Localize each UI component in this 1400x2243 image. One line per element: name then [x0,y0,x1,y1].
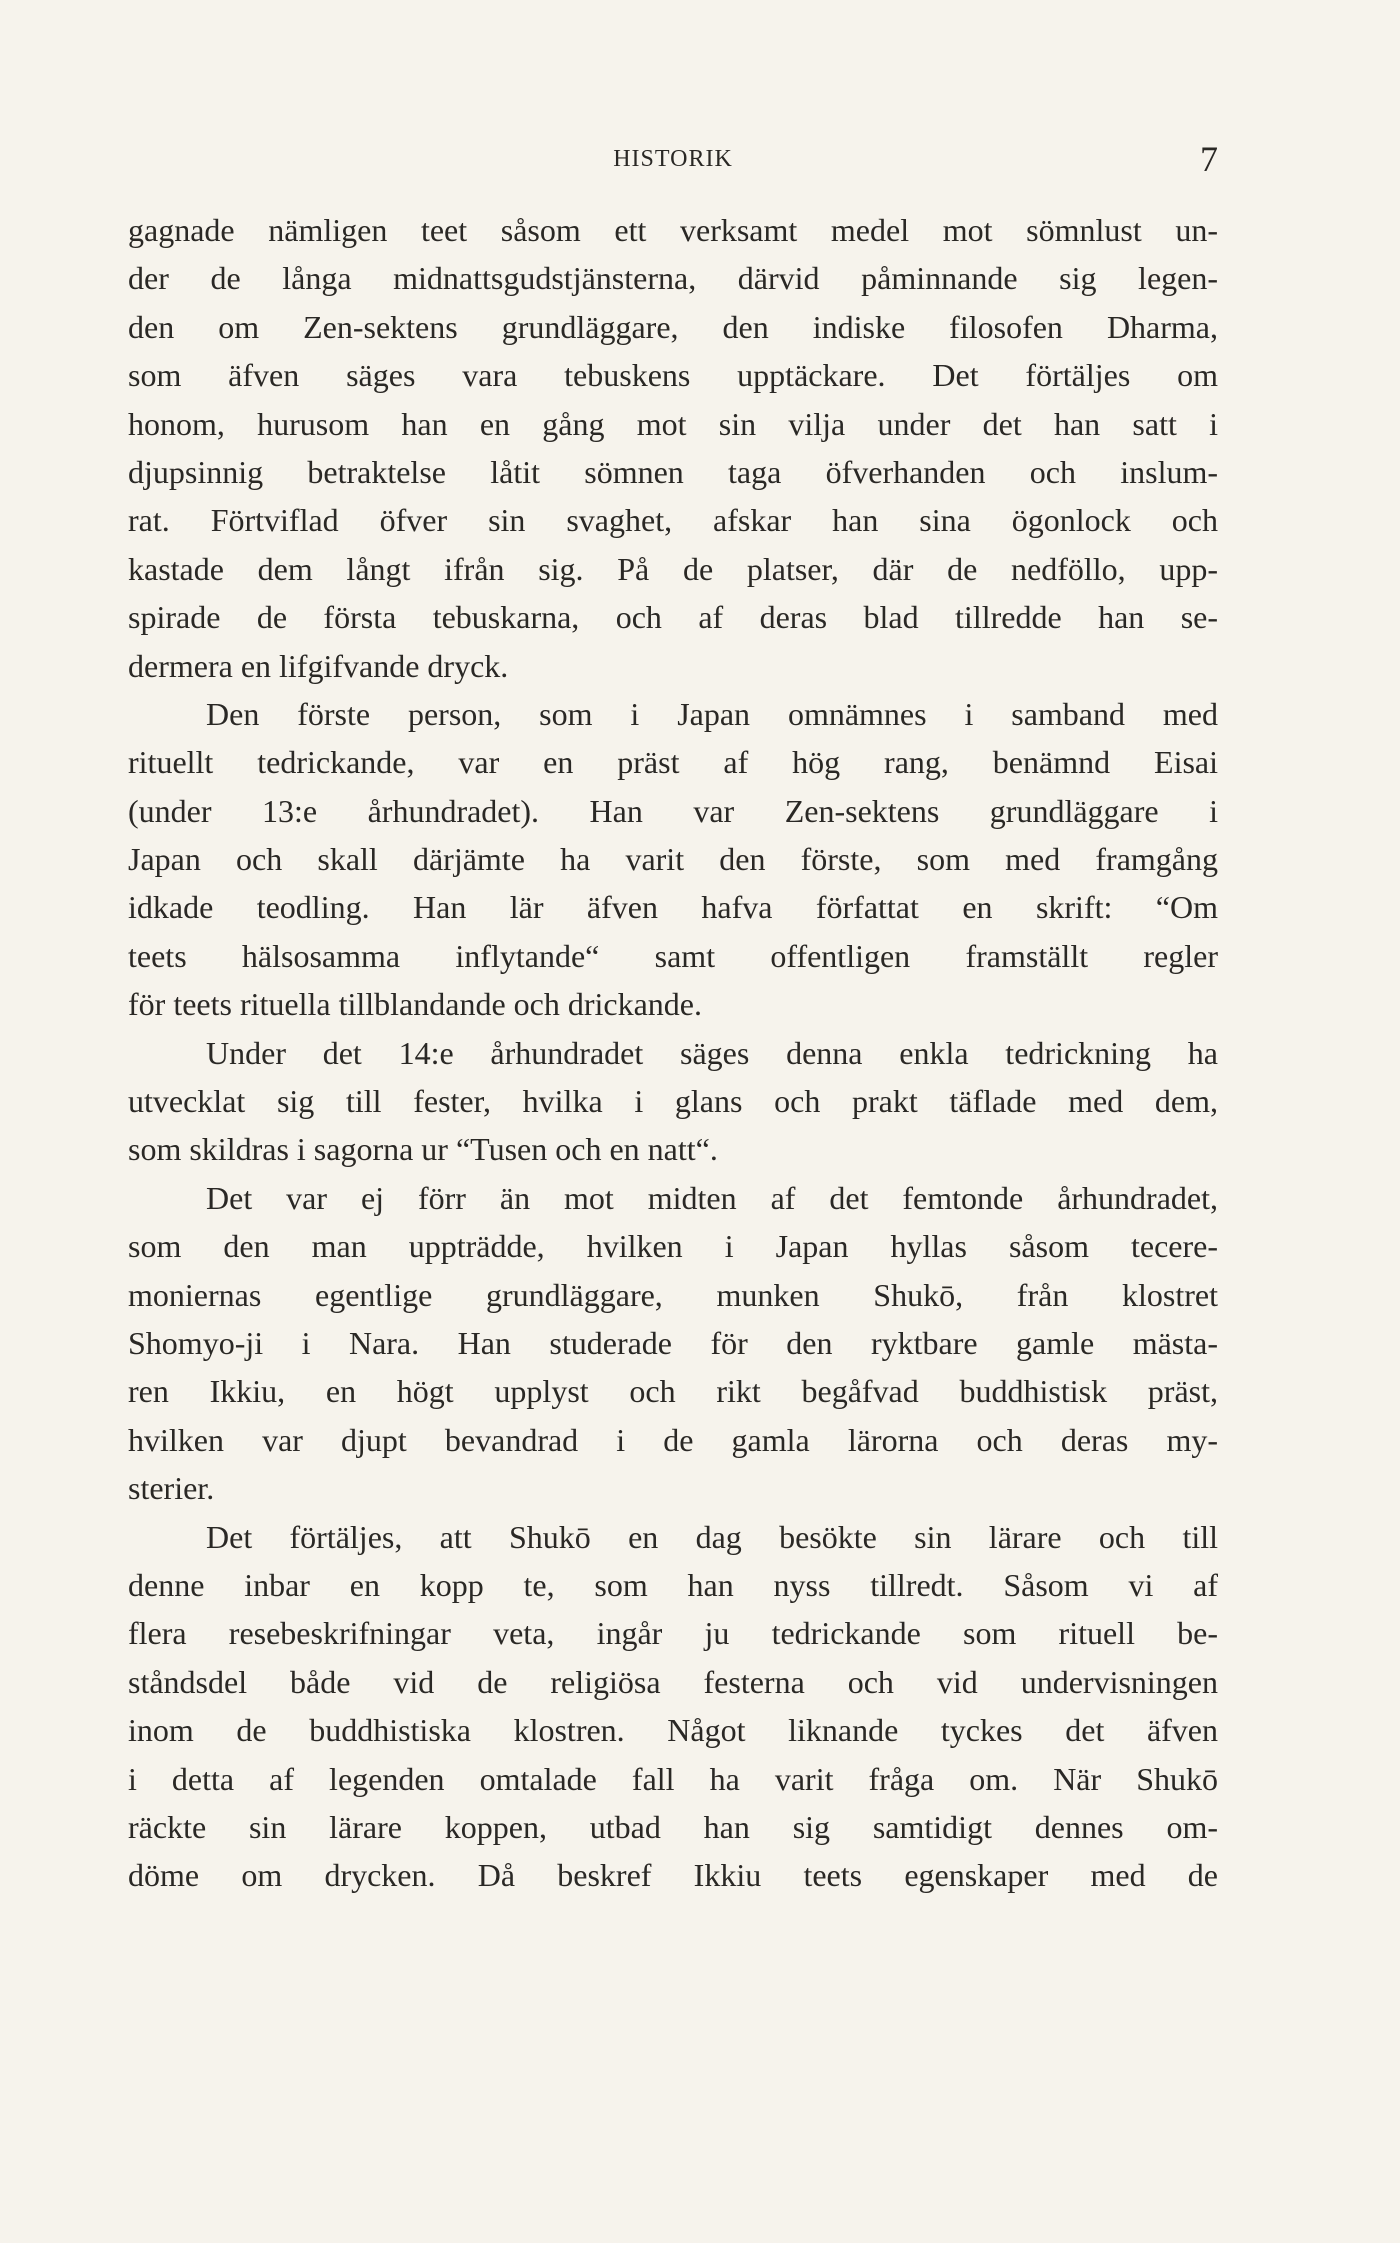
text-line: inom de buddhistiska klostren. Något liknande tyckes det äfven [128,1712,1218,1749]
text-line: som äfven säges vara tebuskens upptäckare. Det förtäljes om [128,357,1218,394]
text-line: denne inbar en kopp te, som han nyss tillredt. Såsom vi af [128,1566,1218,1603]
body-text [128,206,1218,1900]
text-line: för teets rituella tillblandande och drickande. [128,986,702,1023]
text-line: rat. Förtviflad öfver sin svaghet, afskar han sina ögonlock och [128,502,1218,539]
text-line: Det var ej förr än mot midten af det femtonde århundradet, [206,1179,1218,1216]
text-line: i detta af legenden omtalade fall ha varit fråga om. När Shukō [128,1760,1218,1797]
text-line: honom, hurusom han en gång mot sin vilja under det han satt i [128,405,1218,442]
text-line: idkade teodling. Han lär äfven hafva författat en skrift: “Om [128,889,1218,926]
text-line: djupsinnig betraktelse låtit sömnen taga öfverhanden och inslum- [128,453,1218,490]
text-line: som den man uppträdde, hvilken i Japan hyllas såsom tecere- [128,1228,1218,1265]
text-line: den om Zen-sektens grundläggare, den indiske filosofen Dharma, [128,308,1218,345]
page-number: 7 [1200,139,1218,179]
text-line: dermera en lifgifvande dryck. [128,647,509,684]
text-line: flera resebeskrifningar veta, ingår ju tedrickande som rituell be- [128,1615,1218,1652]
running-header [128,138,1218,178]
text-line: spirade de första tebuskarna, och af deras blad tillredde han se- [128,599,1218,636]
text-line: Det förtäljes, att Shukō en dag besökte sin lärare och till [206,1518,1218,1555]
text-line: räckte sin lärare koppen, utbad han sig samtidigt dennes om- [128,1808,1218,1845]
text-line: kastade dem långt ifrån sig. På de platser, där de nedföllo, upp- [128,550,1218,587]
text-line: Den förste person, som i Japan omnämnes i samband med [206,695,1218,732]
text-line: hvilken var djupt bevandrad i de gamla lärorna och deras my- [128,1421,1218,1458]
text-line: rituellt tedrickande, var en präst af hög rang, benämnd Eisai [128,744,1218,781]
text-line: ren Ikkiu, en högt upplyst och rikt begåfvad buddhistisk präst, [128,1373,1218,1410]
text-line: som skildras i sagorna ur “Tusen och en natt“. [128,1131,718,1168]
text-line: moniernas egentlige grundläggare, munken Shukō, från klostret [128,1276,1218,1313]
text-line: gagnade nämligen teet såsom ett verksamt medel mot sömnlust un- [128,212,1218,248]
running-title: HISTORIK [613,146,733,172]
text-line: ståndsdel både vid de religiösa festerna och vid undervisningen [128,1663,1218,1700]
text-line: sterier. [128,1470,215,1507]
text-line: Under det 14:e århundradet säges denna enkla tedrickning ha [206,1034,1218,1071]
text-line: (under 13:e århundradet). Han var Zen-sektens grundläggare i [128,792,1218,829]
text-line: Japan och skall därjämte ha varit den förste, som med framgång [128,841,1218,878]
text-line: utvecklat sig till fester, hvilka i glans och prakt täflade med dem, [128,1083,1218,1120]
text-line: teets hälsosamma inflytande“ samt offentligen framställt regler [128,937,1218,974]
text-line: döme om drycken. Då beskref Ikkiu teets egenskaper med de [128,1857,1218,1894]
text-line: Shomyo-ji i Nara. Han studerade för den ryktbare gamle mästa- [128,1324,1218,1361]
text-line: der de långa midnattsgudstjänsterna, därvid påminnande sig legen- [128,260,1218,297]
